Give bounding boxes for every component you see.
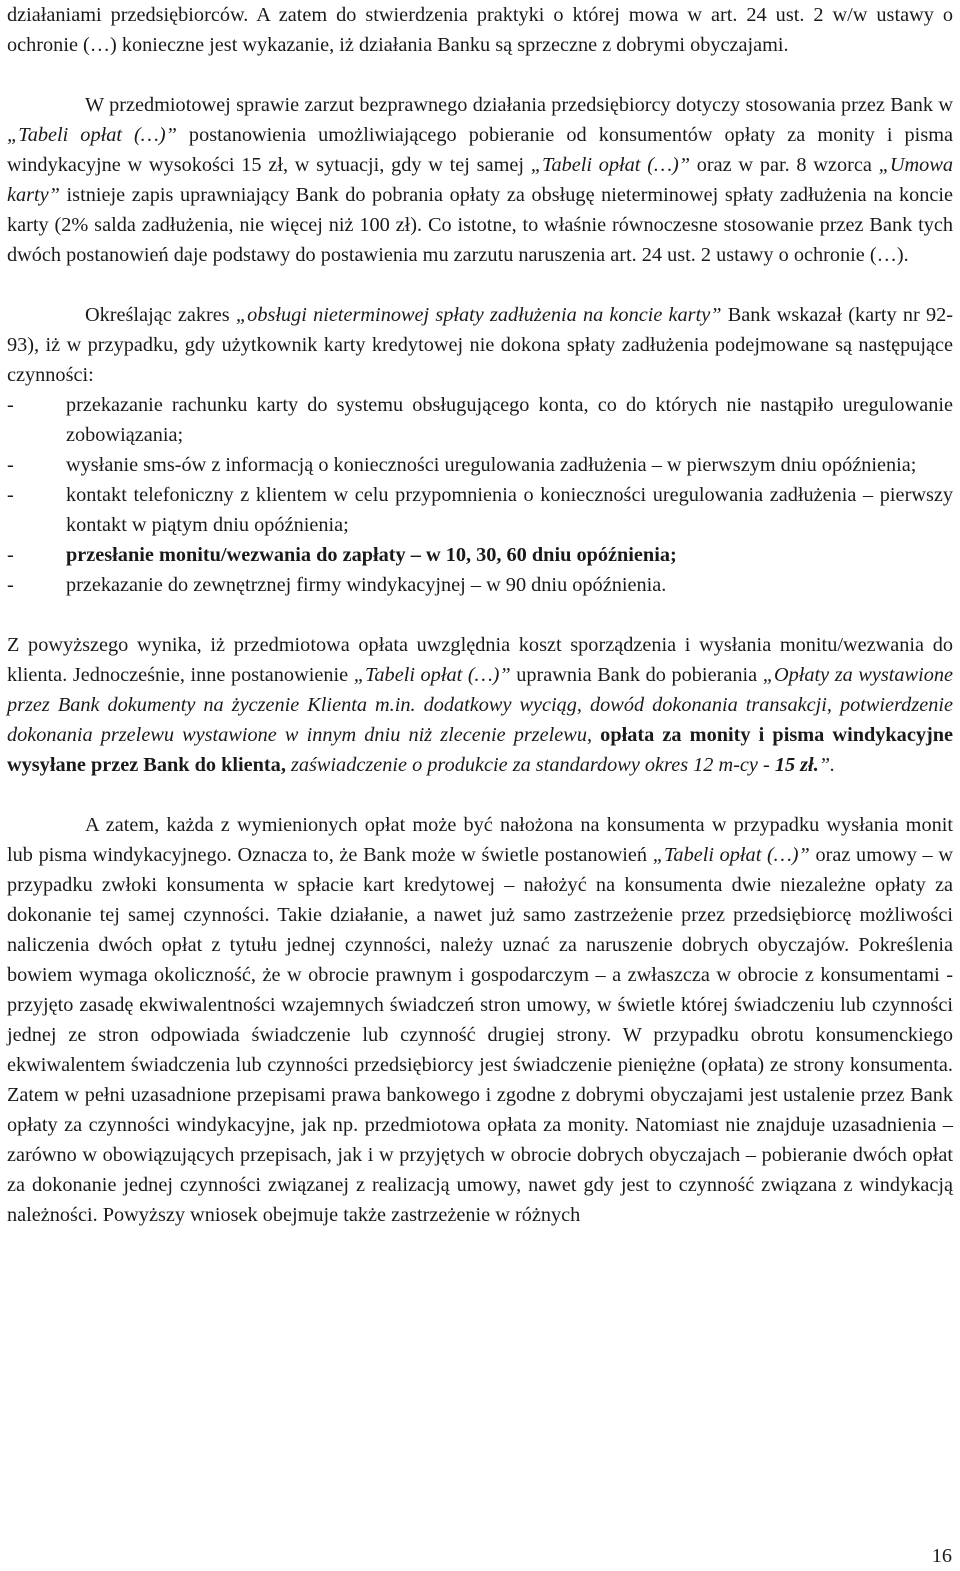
text-run: A zatem, każda z wymienionych opłat może być nałożona na konsumenta w przypadku wysłania monit lub pisma windykacyjnego. Oznacza to, że Bank może w świetle postanowień — [7, 814, 953, 866]
italic-quote: „Umowa karty” — [7, 154, 953, 206]
list-item-text: kontakt telefoniczny z klientem w celu przypomnienia o konieczności uregulowania zadłużenia – pierwszy kontakt w piątym dniu opóźnienia; — [66, 484, 953, 536]
text-run: postanowienia umożliwiającego pobieranie od konsumentów opłaty za monity i pisma windykacyjne w wysokości 15 zł, w sytuacji, gdy w tej samej — [7, 124, 953, 176]
text-run: istnieje zapis uprawniający Bank do pobrania opłaty za obsługę nieterminowej spłaty zadłużenia na koncie karty (2% salda zadłużenia, nie więcej niż 100 zł). Co istotne, to właśnie równoczesne stosowanie przez Bank tych dwóch postanowień daje podstawy do postawienia mu zarzutu naruszenia art. 24 ust. 2 ustawy o ochronie (…). — [7, 184, 953, 266]
italic-quote: „Tabeli opłat (…)” — [7, 124, 177, 146]
actions-list — [7, 390, 953, 600]
list-item-text-bold: przesłanie monitu/wezwania do zapłaty – w 10, 30, 60 dniu opóźnienia; — [66, 544, 677, 566]
italic-quote: „obsługi nieterminowej spłaty zadłużenia na koncie karty” — [235, 304, 722, 326]
italic-quote: „Tabeli opłat (…)” — [530, 154, 691, 176]
italic-quote: „Tabeli opłat (…)” — [353, 664, 511, 686]
text-run: Bank wskazał (karty nr 92-93), iż w przypadku, gdy użytkownik karty kredytowej nie dokona spłaty zadłużenia podejmowane są następujące czynności: — [7, 304, 953, 386]
list-dash: - — [7, 454, 14, 476]
paragraph-allegation — [7, 90, 953, 270]
italic-quote: „Tabeli opłat (…)” — [652, 844, 810, 866]
list-item-text: wysłanie sms-ów z informacją o konieczności uregulowania zadłużenia – w pierwszym dniu opóźnienia; — [66, 454, 917, 476]
paragraph-argument — [7, 810, 953, 1230]
list-dash: - — [7, 574, 14, 596]
italic-quote: „Opłaty za wystawione przez Bank dokumenty na życzenie Klienta m.in. dodatkowy wyciąg, dowód dokonania transakcji, potwierdzenie dokonania przelewu wystawione w innym dniu niż zlecenie przelewu, — [7, 664, 953, 746]
text-run: oraz w par. 8 wzorca — [690, 154, 879, 176]
paragraph-intro — [7, 0, 953, 60]
list-item — [7, 570, 953, 600]
list-item — [7, 540, 953, 570]
page-number: 16 — [931, 1545, 952, 1567]
text-run: W przedmiotowej sprawie zarzut bezprawnego działania przedsiębiorcy dotyczy stosowania przez Bank w — [85, 94, 953, 116]
list-dash: - — [7, 484, 14, 506]
list-item — [7, 390, 953, 450]
list-item-text: przekazanie rachunku karty do systemu obsługującego konta, co do których nie nastąpiło uregulowanie zobowiązania; — [66, 394, 953, 446]
paragraph-scope — [7, 300, 953, 390]
list-dash: - — [7, 394, 14, 416]
list-dash: - — [7, 544, 14, 566]
list-item — [7, 450, 953, 480]
bold-italic-amount: 15 zł. — [774, 754, 819, 776]
list-item-text: przekazanie do zewnętrznej firmy windykacyjnej – w 90 dniu opóźnienia. — [66, 574, 667, 596]
bold-phrase: opłata za monity i pisma windykacyjne wysyłane przez Bank do klienta, — [7, 724, 953, 776]
text-run: Z powyższego wynika, iż przedmiotowa opłata uwzględnia koszt sporządzenia i wysłania monitu/wezwania do klienta. Jednocześnie, inne postanowienie — [7, 634, 953, 686]
text-run: oraz umowy – w przypadku zwłoki konsumenta w spłacie kart kredytowej – nałożyć na konsumenta dwie niezależne opłaty za dokonanie tej samej czynności. Takie działanie, a nawet już samo zastrzeżenie przez przedsiębiorcę możliwości naliczenia dwóch opłat z tytułu jednej czynności, należy uznać za naruszenie dobrych obyczajów. Pokreślenia bowiem wymaga okoliczność, że w obrocie prawnym i gospodarczym – a zwłaszcza w obrocie z konsumentami - przyjęto zasadę ekwiwalentności wzajemnych świadczeń stron umowy, w świetle której świadczeniu lub czynności jednej ze stron odpowiada świadczenie lub czynność drugiej strony. W przypadku obrotu konsumenckiego ekwiwalentem świadczenia lub czynności przedsiębiorcy jest świadczenie pieniężne (opłata) ze strony konsumenta. Zatem w pełni uzasadnione przepisami prawa bankowego i zgodne z dobrymi obyczajami jest ustalenie przez Bank opłaty za czynności windykacyjne, jak np. przedmiotowa opłata za monity. Natomiast nie znajduje uzasadnienia – zarówno w obowiązujących przepisach, jak i w przyjętych w obrocie dobrych obyczajach – pobieranie dwóch opłat za dokonanie jednej czynności związanej z realizacją umowy, nawet gdy jest to czynność związana z windykacją należności. Powyższy wniosek obejmuje także zastrzeżenie w różnych — [7, 844, 953, 1226]
paragraph-intro-text: działaniami przedsiębiorców. A zatem do stwierdzenia praktyki o której mowa w art. 24 ust. 2 w/w ustawy o ochronie (…) konieczne jest wykazanie, iż działania Banku są sprzeczne z dobrymi obyczajami. — [7, 4, 953, 56]
list-item — [7, 480, 953, 540]
document-page — [7, 0, 953, 1230]
text-run: Określając zakres — [85, 304, 236, 326]
italic-quote-close: ”. — [818, 754, 836, 776]
italic-quote: zaświadczenie o produkcie za standardowy okres 12 m-cy - — [285, 754, 775, 776]
paragraph-conclusion — [7, 630, 953, 780]
text-run: uprawnia Bank do pobierania — [510, 664, 763, 686]
